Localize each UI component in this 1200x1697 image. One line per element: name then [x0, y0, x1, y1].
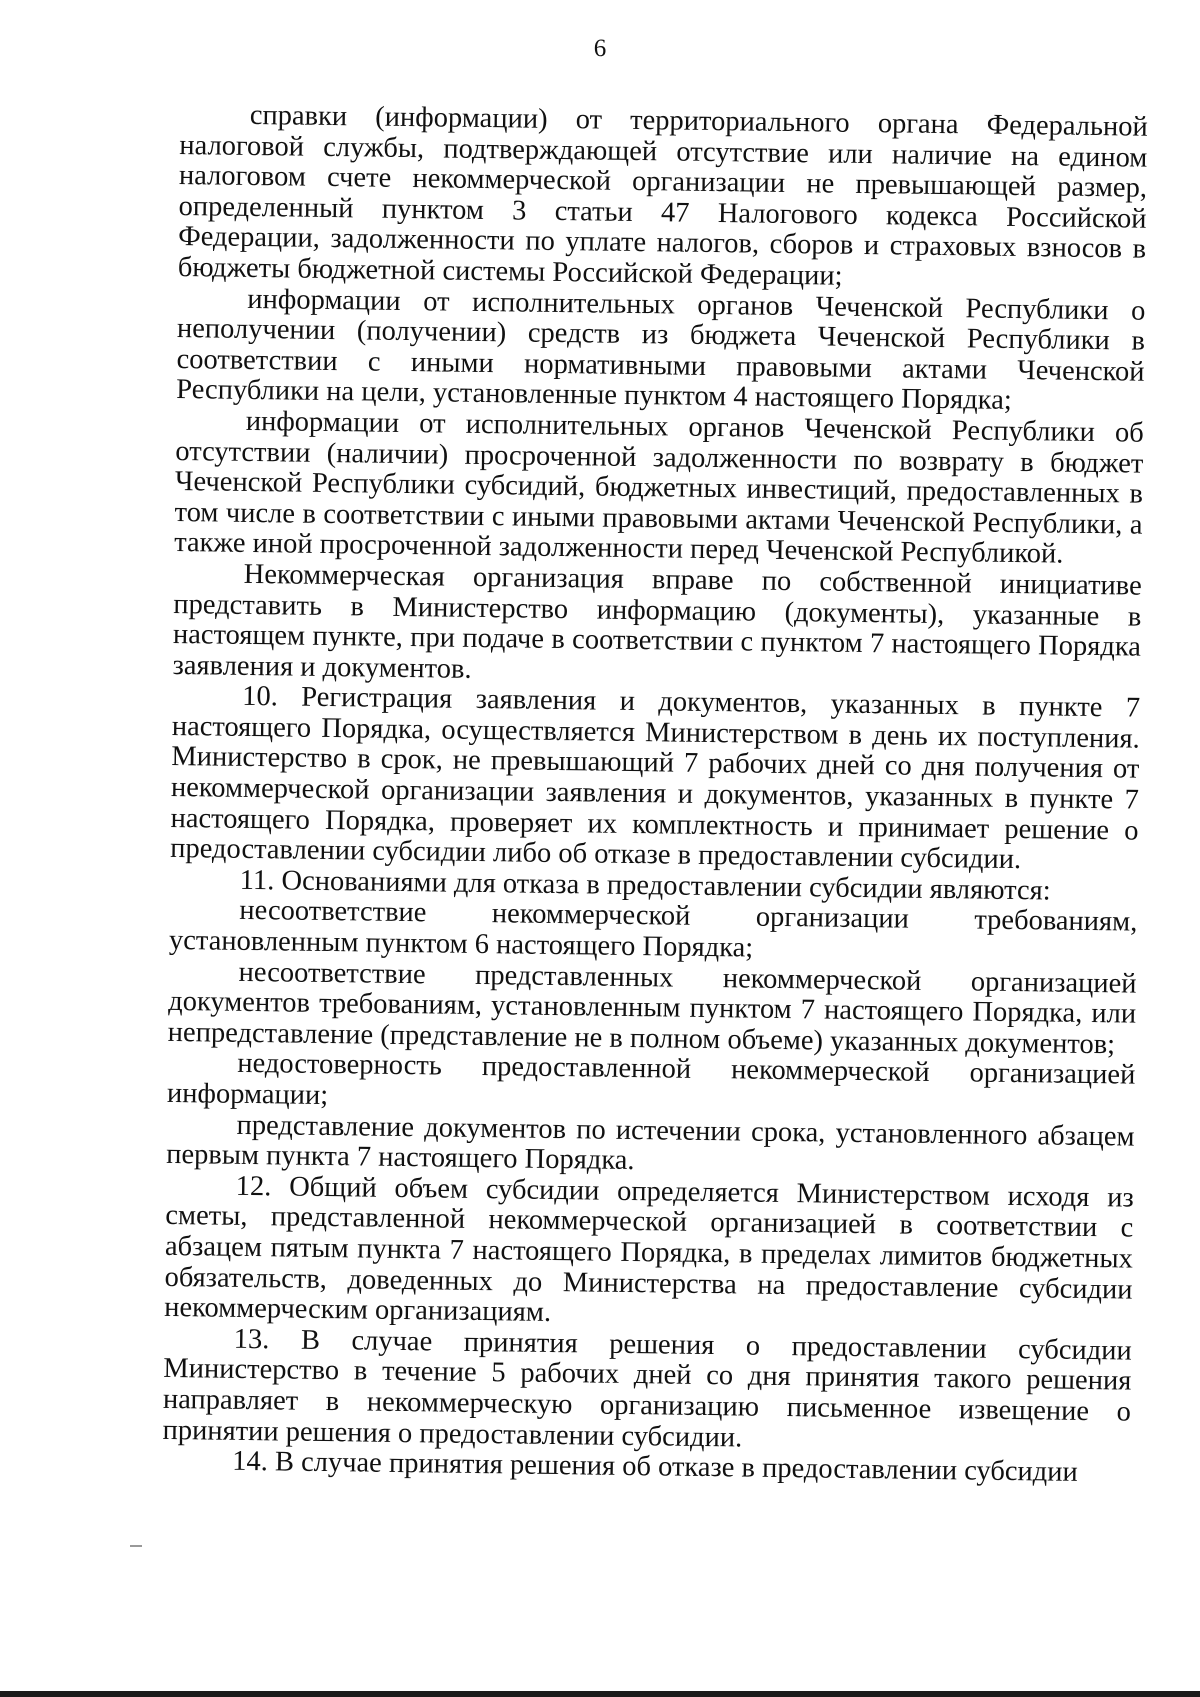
paragraph-refusal-ground-2: несоответствие представленных некоммерческой организацией документов требованиям, установленным пунктом 7 настоящего Порядка, или непредставление (представление не в полном объеме) указанных документов;	[167, 956, 1137, 1061]
scan-bottom-edge	[0, 1691, 1200, 1697]
paragraph-own-initiative: Некоммерческая организация вправе по собственной инициативе представить в Министерство информацию (документы), указанные в настоящем пункте, при подаче в соответствии с пунктом 7 настоящего Порядка заявления и документов.	[172, 558, 1142, 685]
paragraph-refusal-ground-1: несоответствие некоммерческой организации требованиям, установленным пунктом 6 настоящего Порядка;	[168, 895, 1138, 964]
paragraph-item-11: 11. Основаниями для отказа в предоставлении субсидии являются:	[239, 864, 1051, 907]
document-body	[162, 100, 1148, 1489]
paragraph-debt-info: информации от исполнительных органов Чеченской Республики об отсутствии (наличии) просроченной задолженности по возврату в бюджет Чеченской Республики субсидий, бюджетных инвестиций, предоставленных в том числе в соответствии с иными правовыми актами Чеченской Республики, а также иной просроченной задолженности перед Чеченской Республикой.	[174, 405, 1144, 570]
paragraph-refusal-ground-4: представление документов по истечении срока, установленного абзацем первым пункта 7 настоящего Порядка.	[165, 1109, 1135, 1177]
paragraph-refusal-ground-3: недостоверность предоставленной некоммерческой организацией информации;	[166, 1048, 1136, 1112]
paragraph-item-12: 12. Общий объем субсидии определяется Министерством исходя из сметы, представленной некоммерческой организацией в соответствии с абзацем пятым пункта 7 настоящего Порядка, в пределах лимитов бюджетных обязательств, доведенных до Министерства на предоставление субсидии некоммерческим организациям.	[163, 1170, 1134, 1329]
paragraph-item-13: 13. В случае принятия решения о предоставлении субсидии Министерство в течение 5 рабочих дней со дня принятия такого решения направляет в некоммерческую организацию письменное извещение о принятии решения о предоставлении субсидии.	[162, 1323, 1132, 1454]
paragraph-tax-certificate: справки (информации) от территориального органа Федеральной налоговой службы, подтверждающей отсутствие или наличие на едином налоговом счете некоммерческой организации не превышающей размер, определенный пунктом 3 статьи 47 Налогового кодекса Российской Федерации, задолженности по уплате налогов, сборов и страховых взносов в бюджеты бюджетной системы Российской Федерации;	[177, 99, 1148, 292]
scan-mark	[130, 1545, 142, 1547]
paragraph-funds-info: информации от исполнительных органов Чеченской Республики о неполучении (получении) средств из бюджета Чеченской Республики в соответствии с иными нормативными правовыми актами Чеченской Республики на цели, установленные пунктом 4 настоящего Порядка;	[176, 283, 1146, 417]
page-number: 6	[593, 35, 607, 62]
paragraph-item-10: 10. Регистрация заявления и документов, указанных в пункте 7 настоящего Порядка, осуществляется Министерством в день их поступления. Министерство в срок, не превышающий 7 рабочих дней со дня получения от некоммерческой организации заявления и документов, указанных в пункте 7 настоящего Порядка, проверяет их комплектность и принимает решение о предоставлении субсидии либо об отказе в предоставлении субсидии.	[169, 681, 1141, 876]
paragraph-item-14: 14. В случае принятия решения об отказе в предоставлении субсидии	[231, 1445, 1078, 1488]
